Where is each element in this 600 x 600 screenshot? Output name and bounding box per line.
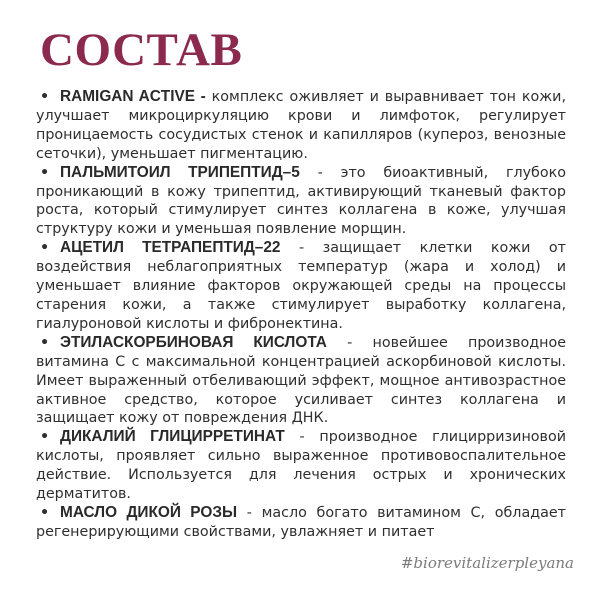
ingredient-item-dipotassium-glycyrrhetinate [36, 428, 566, 504]
ingredient-name: RAMIGAN ACTIVE - [60, 88, 206, 105]
hashtag-watermark: #biorevitalizerpleyana [400, 554, 574, 572]
page-title: СОСТАВ [40, 24, 243, 76]
ingredient-name: ДИКАЛИЙ ГЛИЦИРРЕТИНАТ [60, 428, 285, 446]
ingredient-item-rosehip-oil [36, 504, 566, 542]
ingredient-item-palmitoyl-tripeptide [36, 164, 566, 240]
ingredient-item-acetyl-tetrapeptide [36, 239, 566, 334]
ingredient-description: - защищает клетки кожи от воздействия неблагоприятных температур (жара и холод) и уменьшает влияние факторов окружающей среды на процессы старения кожи, а также стимулирует выработку коллагена, гиалуроновой кислоты и фибронектина. [36, 240, 566, 332]
ingredient-name: ЭТИЛАСКОРБИНОВАЯ КИСЛОТА [60, 333, 327, 351]
ingredient-item-ethyl-ascorbic-acid [36, 334, 566, 429]
ingredient-name: ПАЛЬМИТОИЛ ТРИПЕПТИД–5 [60, 163, 300, 181]
ingredient-item-ramigan-active [36, 88, 566, 164]
ingredient-description: комплекс оживляет и выравнивает тон кожи, улучшает микроциркуляцию крови и лимфоток, регулирует проницаемость сосудистых стенок и капилляров (купероз, венозные сеточки), уменьшает пигментацию. [36, 89, 566, 162]
ingredient-description: - это биоактивный, глубоко проникающий в кожу трипептид, активирующий тканевый фактор роста, который стимулирует синтез коллагена в коже, улучшая структуру кожи и уменьшая появление морщин. [36, 164, 566, 238]
bullet-icon: • [40, 240, 50, 257]
ingredient-description: - производное глицирризиновой кислоты, проявляет сильно выраженное противовоспалительное действие. Используется для лечения острых и хронических дерматитов. [36, 429, 567, 503]
ingredient-description: - новейшее производное витамина С с максимальной концентрацией аскорбиновой кислоты. Имеет выраженный отбеливающий эффект, мощное антивозрастное активное средство, которое усиливает синтез коллагена и защищает кожу от повреждения ДНК. [36, 334, 567, 427]
bullet-icon: • [40, 504, 50, 521]
bullet-icon: • [40, 164, 50, 181]
bullet-icon: • [40, 334, 50, 351]
bullet-icon: • [40, 89, 50, 105]
ingredient-name: МАСЛО ДИКОЙ РОЗЫ [60, 503, 238, 521]
ingredient-description: - масло богато витамином С, обладает регенерирующими свойствами, увлажняет и питает [36, 504, 566, 540]
ingredients-list [36, 88, 566, 542]
bullet-icon: • [40, 429, 50, 446]
ingredient-name: АЦЕТИЛ ТЕТРАПЕПТИД–22 [60, 239, 281, 257]
